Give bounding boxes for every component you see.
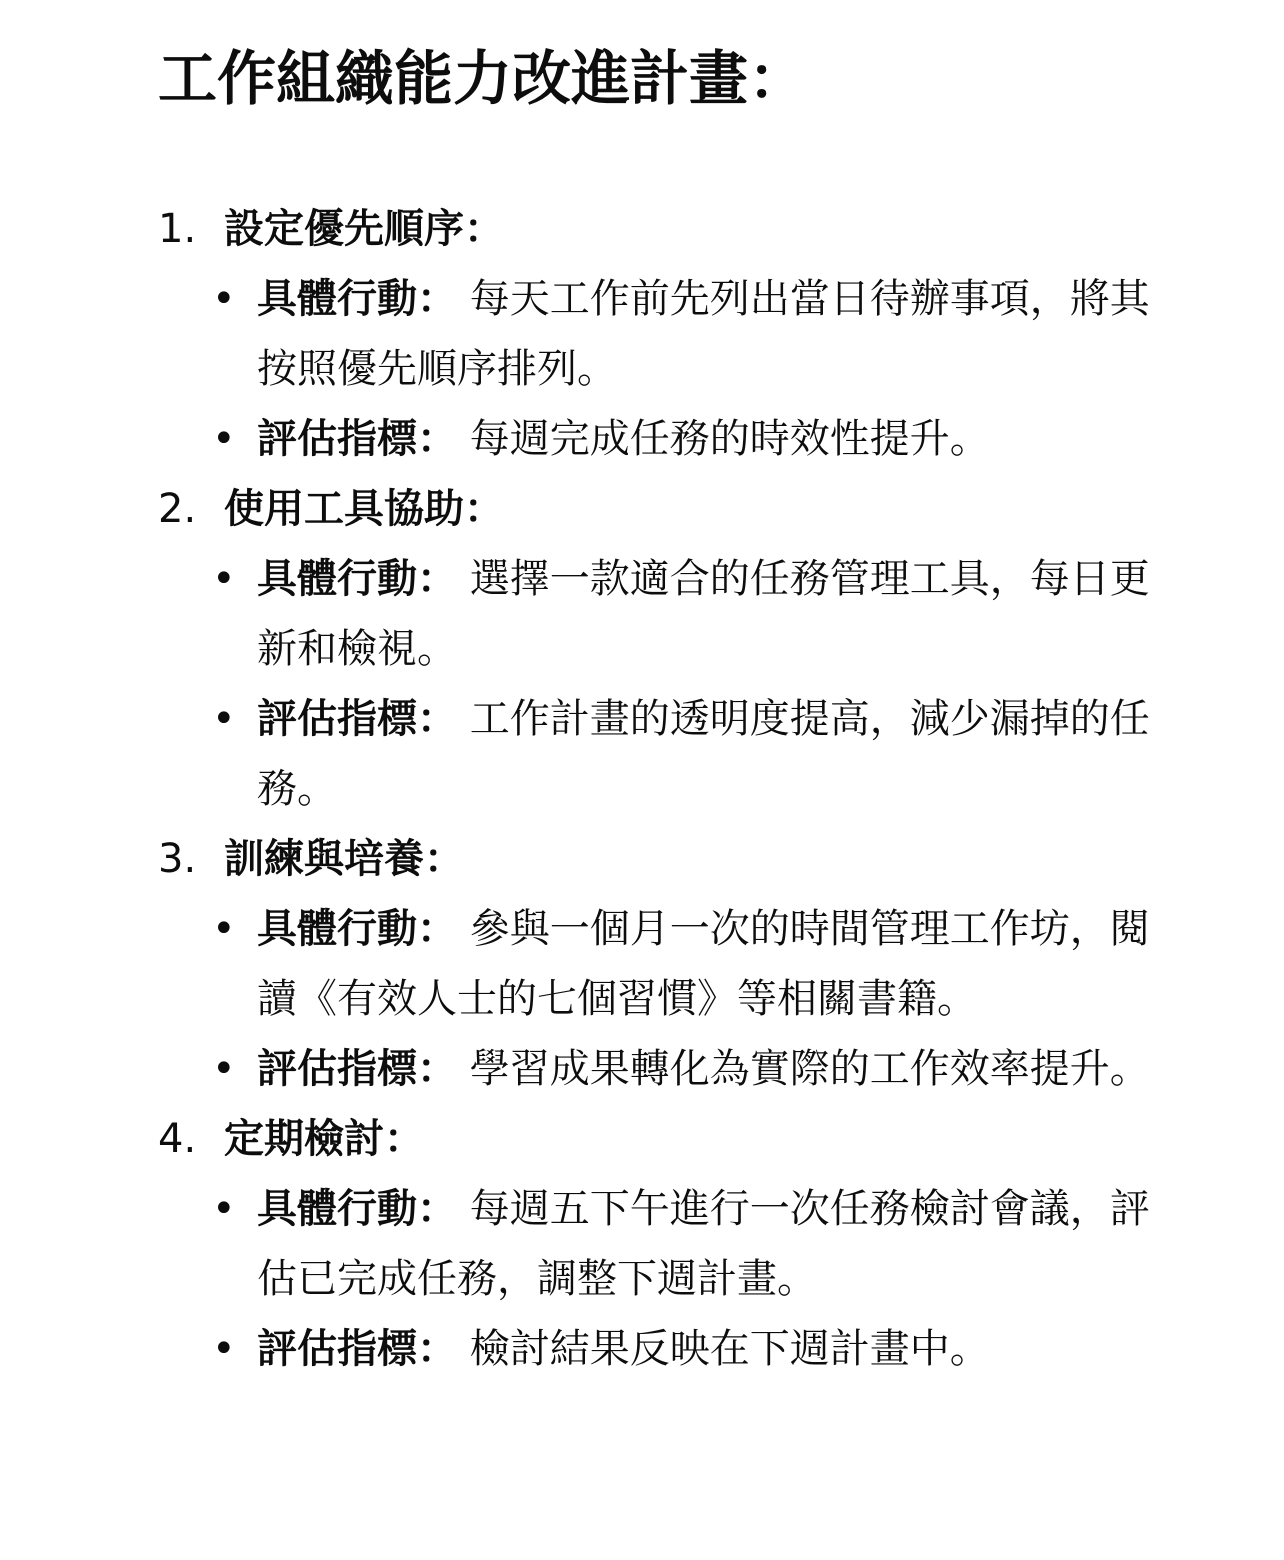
bullet-label: 評估指標： xyxy=(257,416,457,462)
section-number: 3. xyxy=(158,836,197,882)
page-title: 工作組織能力改進計畫： xyxy=(158,44,808,113)
bullet-dot-icon: • xyxy=(212,276,236,322)
bullet-text: 選擇一款適合的任務管理工具，每日更新和檢視。 xyxy=(257,556,1150,672)
bullet-list xyxy=(212,264,1198,474)
bullet-label: 具體行動： xyxy=(257,1186,457,1232)
section-1 xyxy=(158,194,1198,474)
list-item xyxy=(212,544,1187,684)
section-heading: 定期檢討： xyxy=(224,1116,424,1162)
section-number: 4. xyxy=(158,1116,197,1162)
bullet-text: 每週完成任務的時效性提升。 xyxy=(469,416,990,462)
bullet-dot-icon: • xyxy=(212,1186,236,1232)
section-number: 2. xyxy=(158,486,197,532)
list-item xyxy=(212,1034,1187,1104)
bullet-text: 每天工作前先列出當日待辦事項，將其按照優先順序排列。 xyxy=(257,276,1150,392)
bullet-dot-icon: • xyxy=(212,556,236,602)
bullet-label: 評估指標： xyxy=(257,696,457,742)
section-heading: 訓練與培養： xyxy=(224,836,464,882)
document xyxy=(158,40,1198,1384)
bullet-label: 具體行動： xyxy=(257,906,457,952)
bullet-text: 工作計畫的透明度提高，減少漏掉的任務。 xyxy=(257,696,1150,812)
bullet-list xyxy=(212,894,1198,1104)
list-item xyxy=(212,894,1187,1034)
bullet-dot-icon: • xyxy=(212,416,236,462)
bullet-text: 參與一個月一次的時間管理工作坊，閱讀《有效人士的七個習慣》等相關書籍。 xyxy=(257,906,1150,1022)
bullet-dot-icon: • xyxy=(212,906,236,952)
section-heading: 使用工具協助： xyxy=(224,486,504,532)
section-2 xyxy=(158,474,1198,824)
bullet-label: 具體行動： xyxy=(257,276,457,322)
bullet-list xyxy=(212,1174,1198,1384)
bullet-text: 每週五下午進行一次任務檢討會議，評估已完成任務，調整下週計畫。 xyxy=(257,1186,1150,1302)
bullet-text: 學習成果轉化為實際的工作效率提升。 xyxy=(469,1046,1150,1092)
section-4 xyxy=(158,1104,1198,1384)
bullet-list xyxy=(212,544,1198,824)
list-item xyxy=(212,1314,1187,1384)
bullet-label: 評估指標： xyxy=(257,1326,457,1372)
bullet-text: 檢討結果反映在下週計畫中。 xyxy=(469,1326,990,1372)
bullet-dot-icon: • xyxy=(212,1326,236,1372)
list-item xyxy=(212,1174,1187,1314)
list-item xyxy=(212,684,1187,824)
bullet-label: 評估指標： xyxy=(257,1046,457,1092)
section-3 xyxy=(158,824,1198,1104)
list-item xyxy=(212,404,1187,474)
bullet-dot-icon: • xyxy=(212,696,236,742)
list-item xyxy=(212,264,1187,404)
section-number: 1. xyxy=(158,206,197,252)
bullet-label: 具體行動： xyxy=(257,556,457,602)
section-heading: 設定優先順序： xyxy=(224,206,504,252)
bullet-dot-icon: • xyxy=(212,1046,236,1092)
